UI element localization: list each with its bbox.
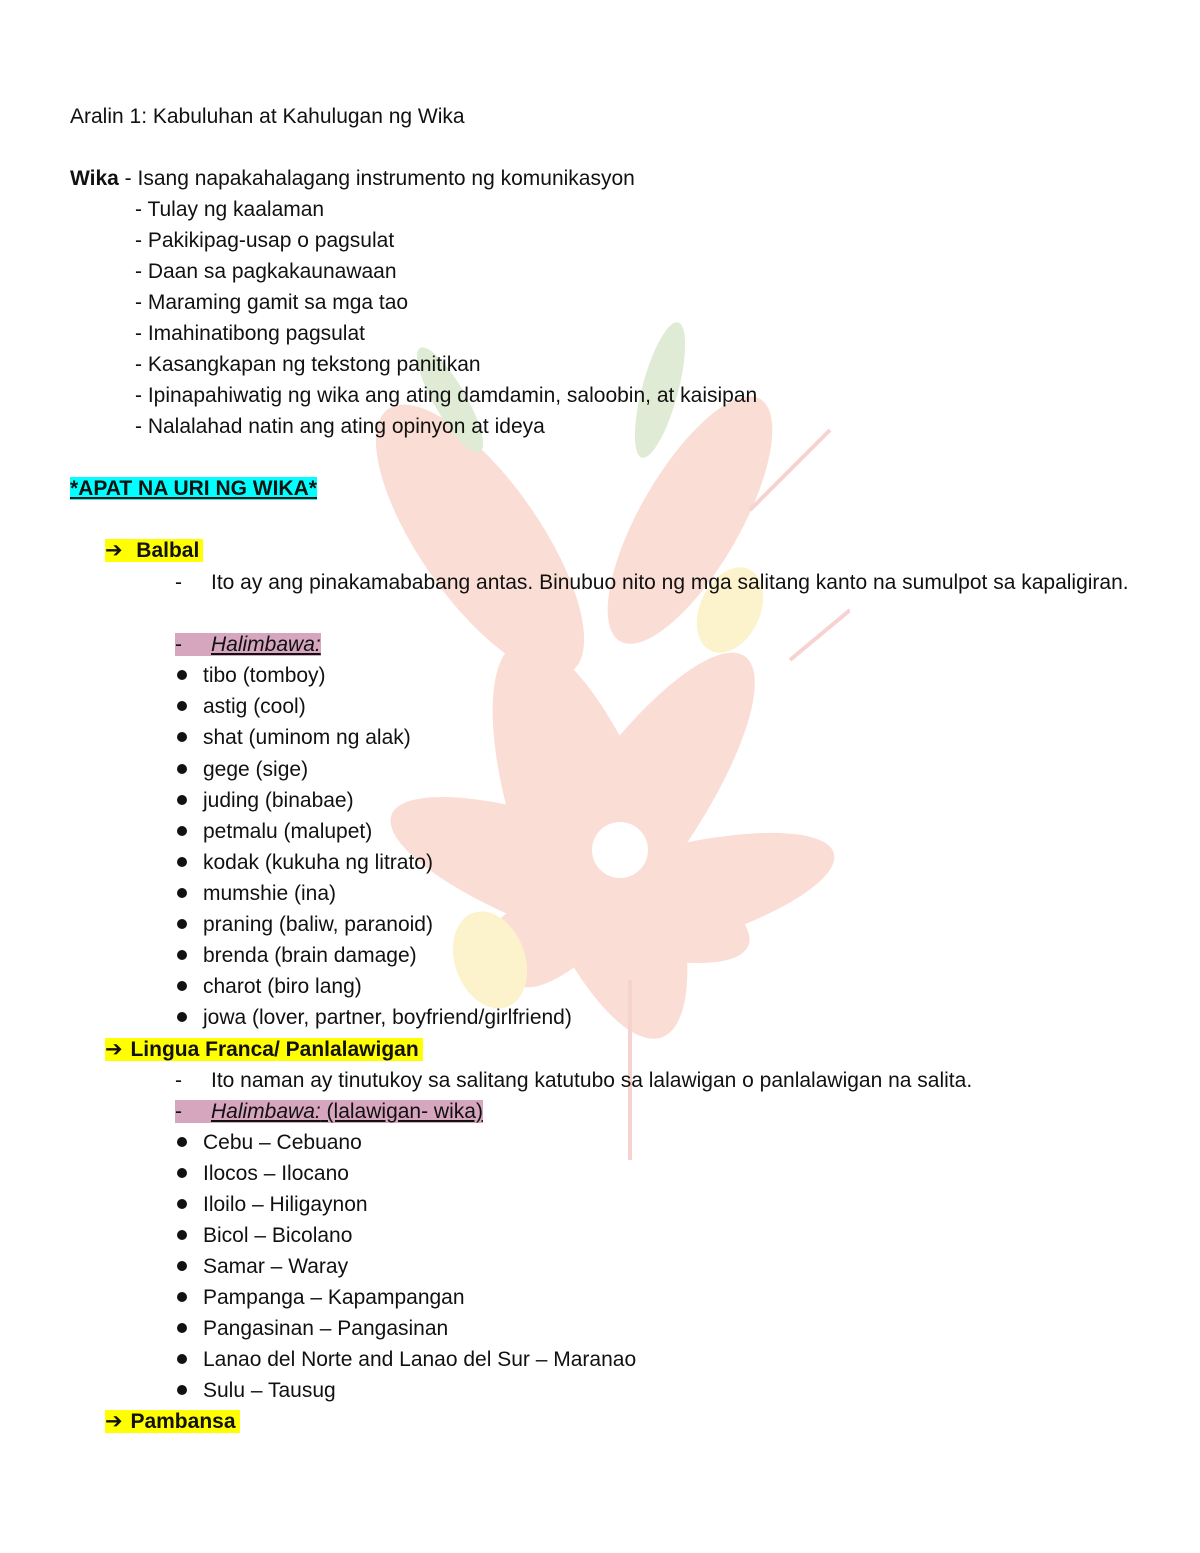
list-item xyxy=(175,819,372,845)
bullet-icon xyxy=(177,888,187,898)
balbal-description xyxy=(175,567,1155,598)
bullet-icon xyxy=(177,1261,187,1271)
bullet-icon xyxy=(177,950,187,960)
list-item-text: Samar – Waray xyxy=(203,1255,349,1278)
bullet-icon xyxy=(177,1292,187,1302)
wika-item: - Imahinatibong pagsulat xyxy=(135,322,365,345)
arrow-icon: ➔ xyxy=(105,1038,123,1061)
wika-item: - Ipinapahiwatig ng wika ang ating damdamin, saloobin, at kaisipan xyxy=(135,384,758,407)
dash-marker: - xyxy=(175,571,182,594)
section-balbal-title xyxy=(105,538,203,564)
bullet-icon xyxy=(177,1168,187,1178)
arrow-icon: ➔ xyxy=(105,1410,123,1433)
lingua-franca-example-label xyxy=(175,1099,483,1125)
section-heading xyxy=(70,476,317,502)
lingua-franca-description xyxy=(175,1068,972,1094)
wika-term: Wika xyxy=(70,167,119,190)
balbal-description-text: Ito ay ang pinakamababang antas. Binubuo nito ng mga salitang kanto na sumulpot sa kapaligiran. xyxy=(211,571,1129,594)
arrow-icon: ➔ xyxy=(105,539,123,562)
list-item xyxy=(175,1254,348,1280)
list-item-text: jowa (lover, partner, boyfriend/girlfriend) xyxy=(203,1006,572,1029)
list-item-text: charot (biro lang) xyxy=(203,975,362,998)
pambansa-title-text: Pambansa xyxy=(130,1410,236,1433)
list-item xyxy=(175,1347,636,1373)
balbal-title-text: Balbal xyxy=(136,539,200,562)
dash-marker: - xyxy=(175,633,182,656)
bullet-icon xyxy=(177,732,187,742)
balbal-example-label xyxy=(175,632,321,658)
bullet-icon xyxy=(177,1385,187,1395)
list-item xyxy=(175,974,362,1000)
wika-item: - Nalalahad natin ang ating opinyon at ideya xyxy=(135,415,545,438)
list-item-text: mumshie (ina) xyxy=(203,882,337,905)
section-lingua-franca-title xyxy=(105,1037,423,1063)
bullet-icon xyxy=(177,670,187,680)
list-item xyxy=(175,1285,465,1311)
list-item-text: Pangasinan – Pangasinan xyxy=(203,1317,449,1340)
bullet-icon xyxy=(177,919,187,929)
lingua-franca-description-text: Ito naman ay tinutukoy sa salitang katutubo sa lalawigan o panlalawigan na salita. xyxy=(211,1069,973,1092)
example-suffix-text: (lalawigan- wika) xyxy=(320,1100,483,1123)
wika-definition xyxy=(70,166,635,192)
list-item xyxy=(175,663,326,689)
bullet-icon xyxy=(177,764,187,774)
wika-item: - Kasangkapan ng tekstong panitikan xyxy=(135,353,481,376)
list-item xyxy=(175,1223,352,1249)
list-item-text: Ilocos – Ilocano xyxy=(203,1162,349,1185)
bullet-icon xyxy=(177,857,187,867)
list-item-text: Sulu – Tausug xyxy=(203,1379,336,1402)
list-item xyxy=(175,1005,572,1031)
list-item xyxy=(175,1378,336,1404)
list-item-text: brenda (brain damage) xyxy=(203,944,417,967)
wika-item: - Tulay ng kaalaman xyxy=(135,198,325,221)
heading-text: *APAT NA URI NG WIKA* xyxy=(70,477,317,500)
section-pambansa-title xyxy=(105,1409,240,1435)
lingua-franca-title-text: Lingua Franca/ Panlalawigan xyxy=(130,1038,419,1061)
list-item xyxy=(175,850,433,876)
wika-definition-text: - Isang napakahalagang instrumento ng komunikasyon xyxy=(118,167,635,190)
list-item-text: astig (cool) xyxy=(203,695,306,718)
list-item-text: praning (baliw, paranoid) xyxy=(203,913,433,936)
bullet-icon xyxy=(177,1137,187,1147)
dash-marker: - xyxy=(175,1100,182,1123)
list-item xyxy=(175,912,433,938)
wika-item: - Maraming gamit sa mga tao xyxy=(135,291,409,314)
bullet-icon xyxy=(177,1323,187,1333)
bullet-icon xyxy=(177,981,187,991)
example-label-text: Halimbawa: xyxy=(211,1100,321,1123)
list-item-text: gege (sige) xyxy=(203,758,309,781)
bullet-icon xyxy=(177,1012,187,1022)
list-item xyxy=(175,1161,349,1187)
list-item-text: petmalu (malupet) xyxy=(203,820,373,843)
list-item xyxy=(175,757,308,783)
wika-item: - Pakikipag-usap o pagsulat xyxy=(135,229,395,252)
list-item-text: tibo (tomboy) xyxy=(203,664,326,687)
list-item xyxy=(175,694,306,720)
list-item xyxy=(175,725,411,751)
list-item-text: juding (binabae) xyxy=(203,789,354,812)
list-item xyxy=(175,1130,362,1156)
list-item-text: Bicol – Bicolano xyxy=(203,1224,353,1247)
dash-marker: - xyxy=(175,1069,182,1092)
list-item xyxy=(175,881,336,907)
list-item-text: kodak (kukuha ng litrato) xyxy=(203,851,433,874)
wika-item: - Daan sa pagkakaunawaan xyxy=(135,260,397,283)
bullet-icon xyxy=(177,701,187,711)
example-label-text: Halimbawa: xyxy=(211,633,321,656)
list-item-text: Cebu – Cebuano xyxy=(203,1131,362,1154)
list-item xyxy=(175,1192,368,1218)
list-item-text: shat (uminom ng alak) xyxy=(203,726,411,749)
bullet-icon xyxy=(177,1199,187,1209)
bullet-icon xyxy=(177,795,187,805)
list-item-text: Pampanga – Kapampangan xyxy=(203,1286,465,1309)
list-item xyxy=(175,943,417,969)
list-item xyxy=(175,1316,448,1342)
bullet-icon xyxy=(177,1354,187,1364)
list-item-text: Iloilo – Hiligaynon xyxy=(203,1193,368,1216)
bullet-icon xyxy=(177,826,187,836)
list-item-text: Lanao del Norte and Lanao del Sur – Maranao xyxy=(203,1348,637,1371)
bullet-icon xyxy=(177,1230,187,1240)
page-title: Aralin 1: Kabuluhan at Kahulugan ng Wika xyxy=(70,105,465,128)
list-item xyxy=(175,788,354,814)
